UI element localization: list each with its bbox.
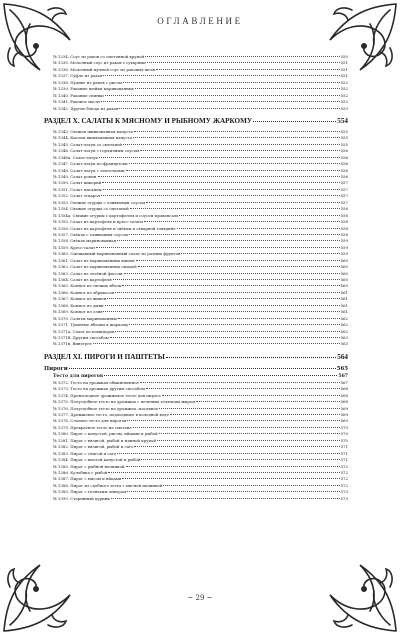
dot-leader bbox=[159, 433, 340, 434]
dot-leader bbox=[127, 491, 339, 492]
entry-title: № 1344. Кислая шинкованная капуста bbox=[53, 135, 133, 141]
entry-title: № 1361. Салат из маринованных вишен bbox=[53, 257, 135, 263]
dot-leader bbox=[105, 305, 340, 306]
dot-leader bbox=[115, 292, 339, 293]
entry-title: № 1349. Салат ромен bbox=[53, 174, 97, 179]
dot-leader bbox=[105, 95, 340, 96]
dot-leader bbox=[170, 414, 340, 415]
entry-title: № 1337. Суфле из раков bbox=[53, 73, 103, 79]
dot-leader bbox=[127, 420, 339, 421]
dot-leader bbox=[103, 75, 339, 76]
entry-title: № 1389. Пирог с телячьим ливером bbox=[53, 489, 127, 495]
entry-page: 552 bbox=[340, 92, 348, 98]
entry-title: № 1350. Салат цикорий bbox=[53, 180, 102, 186]
dot-leader bbox=[130, 208, 340, 209]
entry-title: № 1348. Салат-латук с лепестками bbox=[53, 167, 125, 173]
dot-leader bbox=[126, 466, 340, 467]
entry-title: № 1360. Смешанный маринованный салат из разных фруктов bbox=[53, 251, 181, 257]
entry-title: № 1372. Тесто на дрожжах обыкновенное bbox=[53, 379, 139, 385]
entry-page: 558 bbox=[340, 212, 348, 218]
entry-title: № 1336. Молочный мучной соус из раковых шеек bbox=[53, 66, 156, 72]
entry-page: 557 bbox=[340, 199, 348, 205]
entry-title: № 1371б. Другим способом bbox=[53, 334, 109, 340]
entry-page: 560 bbox=[340, 277, 348, 282]
dot-leader bbox=[117, 240, 340, 241]
entry-page: 572 bbox=[340, 476, 348, 482]
toc-entry[interactable] bbox=[44, 341, 348, 347]
entry-title: № 1339. Раковые шейки маринованные bbox=[53, 86, 135, 92]
entry-page: 559 bbox=[340, 244, 348, 250]
dot-leader bbox=[123, 82, 340, 83]
entry-page: 562 bbox=[340, 328, 348, 334]
dot-leader bbox=[117, 453, 339, 454]
entry-page: 555 bbox=[340, 141, 348, 147]
entry-page: 556 bbox=[340, 167, 348, 173]
entry-page: 561 bbox=[340, 302, 348, 308]
entry-title: № 1354а. Свежие огурцы с картофелем и соусом провансаль bbox=[53, 212, 179, 218]
toc-list-pies bbox=[44, 380, 348, 502]
entry-title: № 1371а. Салат из помидоров bbox=[53, 328, 115, 334]
entry-page: 571 bbox=[340, 444, 348, 450]
dot-leader bbox=[98, 176, 340, 177]
entry-title: № 1367. Компот из вишен bbox=[53, 296, 107, 302]
entry-page: 573 bbox=[340, 495, 348, 501]
dot-leader bbox=[196, 401, 339, 402]
entry-title: № 1375. Полусдобное тесто на дрожжах с печеным телячьим жиром bbox=[53, 399, 196, 405]
dot-leader bbox=[159, 408, 339, 409]
entry-title: № 1380. Пирог с капустой, рисом, яйцами и рыбой bbox=[53, 431, 158, 437]
entry-title: № 1370. Салаты маринованные bbox=[53, 315, 118, 321]
entry-title: № 1359. Кресс-салат bbox=[53, 244, 96, 250]
dot-leader bbox=[146, 202, 339, 203]
dot-leader bbox=[146, 388, 340, 389]
dot-leader bbox=[144, 221, 339, 222]
entry-title: № 1362. Салат из маринованных овощей bbox=[53, 264, 137, 270]
entry-title: № 1366. Компот из абрикосов bbox=[53, 289, 115, 295]
dot-leader bbox=[253, 121, 336, 122]
entry-page: 571 bbox=[340, 450, 348, 456]
entry-title: № 1382. Пирог с вязигой, рыбой и саго bbox=[53, 444, 134, 450]
entry-page: 555 bbox=[340, 128, 348, 134]
entry-title: № 1377. Дрожжевое тесто, подходящее в холодной воде bbox=[53, 412, 169, 417]
dot-leader bbox=[134, 446, 339, 447]
entry-page: 557 bbox=[340, 186, 348, 192]
dot-leader bbox=[134, 131, 340, 132]
entry-page: 551 bbox=[340, 60, 348, 66]
entry-page: 559 bbox=[340, 251, 348, 257]
dot-leader bbox=[103, 189, 340, 190]
entry-title: № 1347. Салат-латук по-французски bbox=[53, 161, 128, 167]
dot-leader bbox=[133, 137, 339, 138]
entry-page: 570 bbox=[340, 431, 348, 437]
entry-page: 571 bbox=[340, 457, 348, 463]
entry-title: № 1340. Раковые спинки bbox=[53, 92, 104, 98]
dot-leader bbox=[166, 357, 336, 358]
dot-leader bbox=[145, 56, 339, 57]
entry-title: № 1355. Салат из картофеля и кресс-салата bbox=[53, 219, 144, 225]
entry-title: № 1374. Превосходное дрожжевое тесто для пирога bbox=[53, 392, 161, 398]
entry-title: № 1376. Полусдобное тесто на дрожжах, масляное bbox=[53, 405, 159, 411]
entry-page: 568 bbox=[340, 399, 348, 405]
entry-page: 553 bbox=[340, 105, 348, 111]
entry-title: № 1371в. Винегрет bbox=[53, 341, 92, 347]
dot-leader bbox=[115, 331, 339, 332]
dot-leader bbox=[99, 157, 340, 158]
entry-title: № 1386. Кулебяка с рыбой bbox=[53, 469, 108, 475]
entry-title: № 1383. Пирог с сёмгой и саго bbox=[53, 450, 117, 456]
dot-leader bbox=[157, 440, 340, 441]
toc-list-crayfish bbox=[44, 54, 348, 112]
entry-title: № 1357. Свёкла с оливковым соусом bbox=[53, 231, 128, 237]
entry-page: 556 bbox=[340, 148, 348, 154]
entry-page: 569 bbox=[340, 418, 348, 424]
section-title: РАЗДЕЛ XI. ПИРОГИ И ПАШТЕТЫ bbox=[44, 352, 165, 361]
dot-leader bbox=[124, 273, 340, 274]
entry-page: 552 bbox=[340, 79, 348, 85]
page-title: ОГЛАВЛЕНИЕ bbox=[157, 16, 243, 26]
entry-title: № 1364. Салат из картофеля bbox=[53, 277, 112, 282]
dot-leader bbox=[129, 163, 340, 164]
dot-leader bbox=[156, 69, 339, 70]
entry-page: 560 bbox=[340, 283, 348, 289]
dot-leader bbox=[111, 498, 340, 499]
entry-title: № 1352. Салат эскарол bbox=[53, 193, 101, 199]
dot-leader bbox=[104, 375, 337, 376]
entry-title: № 1345. Салат-латук со сметаной bbox=[53, 141, 123, 147]
dot-leader bbox=[136, 260, 340, 261]
entry-title: № 1343. Свежая шинкованная капуста bbox=[53, 128, 133, 134]
dot-leader bbox=[133, 427, 340, 428]
entry-title: № 1335. Молочный соус из раков с сухарями bbox=[53, 60, 146, 66]
entry-title: № 1368. Компот из дыни bbox=[53, 302, 104, 308]
entry-page: 558 bbox=[340, 206, 348, 212]
dot-leader bbox=[118, 318, 339, 319]
entry-title: № 1334. Соус из раков со сметанной крупой bbox=[53, 54, 145, 59]
subsection-title: Пироги bbox=[44, 365, 68, 372]
entry-page: 558 bbox=[340, 231, 348, 237]
dot-leader bbox=[122, 285, 339, 286]
dot-leader bbox=[96, 247, 339, 248]
entry-page: 563 bbox=[340, 334, 348, 340]
toc-list-salads bbox=[44, 129, 348, 348]
dot-leader bbox=[140, 382, 340, 383]
entry-title: № 1354. Свежие огурцы со сметаной bbox=[53, 206, 129, 212]
entry-page: 568 bbox=[340, 392, 348, 398]
dot-leader bbox=[177, 228, 340, 229]
toc-section-10[interactable] bbox=[44, 116, 348, 126]
entry-title: № 1378. Слоеное тесто для пирогов bbox=[53, 418, 127, 424]
entry-page: 552 bbox=[340, 99, 348, 105]
dot-leader bbox=[129, 324, 339, 325]
dot-leader bbox=[69, 368, 336, 369]
dot-leader bbox=[140, 150, 339, 151]
entry-page: 559 bbox=[340, 238, 348, 244]
subsection-page: 565 bbox=[336, 365, 348, 372]
section-title: РАЗДЕЛ X. САЛАТЫ К МЯСНОМУ И РЫБНОМУ ЖАРКОМУ bbox=[44, 116, 253, 125]
entry-title: № 1369. Компот из слив bbox=[53, 309, 103, 315]
entry-title: № 1351. Салат писанлы bbox=[53, 186, 102, 192]
dot-leader bbox=[119, 108, 339, 109]
entry-title: № 1356. Салат из картофеля и свёклы к отварной говядине bbox=[53, 225, 176, 231]
entry-title: № 1353. Свежие огурцы с оливковым соусом bbox=[53, 199, 146, 205]
entry-title: № 1384. Пирог с кислой капустой и рыбой bbox=[53, 457, 141, 463]
entry-title: № 1381. Пирог с вязигой, рыбой и манной крупой bbox=[53, 437, 156, 443]
toc-entry[interactable] bbox=[44, 496, 348, 502]
entry-page: 550 bbox=[340, 54, 348, 59]
dot-leader bbox=[123, 144, 340, 145]
toc-content bbox=[44, 54, 348, 502]
entry-page: 567 bbox=[340, 379, 348, 385]
dot-leader bbox=[138, 266, 340, 267]
entry-title: № 1363. Салат из зелёной фасоли bbox=[53, 270, 123, 276]
entry-title: № 1365. Компот из свежих яблок bbox=[53, 283, 122, 289]
entry-page: 560 bbox=[340, 270, 348, 276]
dot-leader bbox=[101, 101, 339, 102]
entry-title: № 1371. Тушеные яблоки к жаркому bbox=[53, 322, 129, 328]
entry-page: 562 bbox=[340, 315, 348, 321]
entry-page: 572 bbox=[340, 469, 348, 475]
dot-leader bbox=[179, 215, 339, 216]
entry-page: 563 bbox=[340, 341, 348, 347]
entry-title: № 1387. Пирог с мясом и яйцами bbox=[53, 476, 122, 482]
dot-leader bbox=[135, 88, 339, 89]
dot-leader bbox=[107, 298, 339, 299]
dot-leader bbox=[103, 311, 339, 312]
dot-leader bbox=[93, 343, 340, 344]
entry-page: 562 bbox=[340, 322, 348, 328]
dot-leader bbox=[113, 279, 340, 280]
entry-page: 552 bbox=[340, 86, 348, 92]
entry-page: 561 bbox=[340, 309, 348, 315]
entry-title: № 1388. Пирог из сдобного теста с мясной начинкой bbox=[53, 482, 163, 488]
dot-leader bbox=[101, 195, 339, 196]
entry-page: 560 bbox=[340, 264, 348, 270]
entry-page: 556 bbox=[340, 154, 348, 160]
entry-page: 568 bbox=[340, 386, 348, 392]
entry-page: 569 bbox=[340, 405, 348, 411]
entry-title: № 1341. Раковое масло bbox=[53, 99, 101, 105]
entry-page: 561 bbox=[340, 296, 348, 302]
dot-leader bbox=[102, 182, 339, 183]
entry-title: № 1346. Салат-латук с горчичным соусом bbox=[53, 148, 140, 154]
dot-leader bbox=[163, 485, 339, 486]
toc-section-11[interactable] bbox=[44, 352, 348, 362]
entry-page: 556 bbox=[340, 161, 348, 167]
entry-page: 558 bbox=[340, 219, 348, 225]
entry-page: 569 bbox=[340, 412, 348, 417]
entry-title: № 1346а. Салат-латук bbox=[53, 154, 98, 160]
dot-leader bbox=[122, 478, 339, 479]
entry-page: 551 bbox=[340, 73, 348, 79]
entry-page: 557 bbox=[340, 193, 348, 199]
dot-leader bbox=[126, 170, 340, 171]
dot-leader bbox=[147, 62, 340, 63]
entry-title: № 1390. Старинный курник bbox=[53, 495, 110, 501]
entry-title: № 1342. Другие блюда из раков bbox=[53, 105, 119, 111]
subsection-page: 567 bbox=[338, 373, 348, 379]
entry-page: 557 bbox=[340, 180, 348, 186]
section-page: 554 bbox=[337, 116, 348, 125]
toc-entry[interactable] bbox=[44, 106, 348, 112]
entry-page: 572 bbox=[340, 482, 348, 488]
toc-subsection-testo[interactable] bbox=[44, 373, 348, 380]
dot-leader bbox=[110, 337, 340, 338]
entry-title: № 1338. Пудинг из раков с рисом bbox=[53, 79, 122, 85]
dot-leader bbox=[141, 459, 339, 460]
entry-page: 551 bbox=[340, 66, 348, 72]
entry-title: № 1358. Свёкла маринованная bbox=[53, 238, 117, 244]
entry-page: 572 bbox=[340, 463, 348, 469]
dot-leader bbox=[108, 472, 339, 473]
entry-title: № 1385. Пирог с рыбной начинкой bbox=[53, 463, 125, 469]
page-number: ~ 29 ~ bbox=[187, 594, 213, 602]
dot-leader bbox=[181, 253, 339, 254]
section-page: 564 bbox=[337, 352, 348, 361]
dot-leader bbox=[129, 234, 340, 235]
dot-leader bbox=[162, 395, 340, 396]
entry-page: 570 bbox=[340, 424, 348, 430]
entry-title: № 1379. Прекрасное тесто на сметане bbox=[53, 424, 132, 430]
entry-title: № 1373. Тесто на дрожжах другим способом bbox=[53, 386, 145, 392]
entry-page: 570 bbox=[340, 437, 348, 443]
entry-page: 573 bbox=[340, 489, 348, 495]
subsection-title: Тесто для пирогов bbox=[53, 373, 104, 379]
entry-page: 561 bbox=[340, 289, 348, 295]
entry-page: 558 bbox=[340, 225, 348, 231]
entry-page: 560 bbox=[340, 257, 348, 263]
entry-page: 555 bbox=[340, 135, 348, 141]
entry-page: 556 bbox=[340, 174, 348, 179]
toc-subsection-pirogi[interactable] bbox=[44, 365, 348, 373]
